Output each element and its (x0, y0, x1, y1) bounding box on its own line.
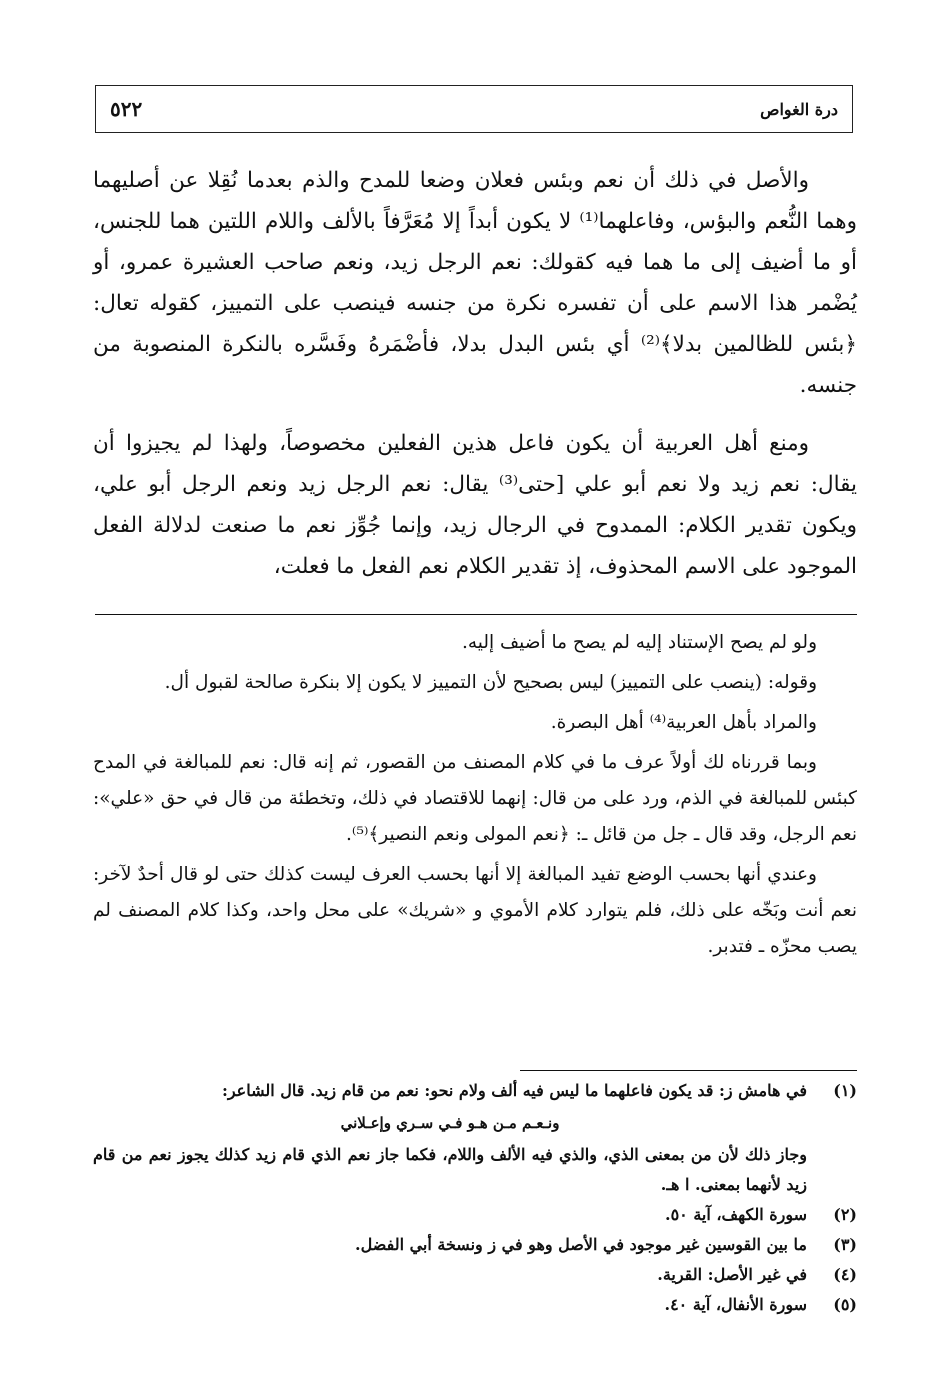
commentary-paragraph-1: ولو لم يصح الإستناد إليه لم يصح ما أضيف إليه. (461, 632, 817, 653)
footnote-marker: (٣) (833, 1235, 857, 1254)
footnote-4 (93, 1260, 857, 1290)
commentary-paragraph-5: وعندي أنها بحسب الوضع تفيد المبالغة إلا أنها بحسب العرف ليست كذلك حتى لو قال أحدٌ لآخر: نعم أنت وبَخّه على ذلك، فلم يتوارد كلام الأموي و «شريك» على محل واحد، وكذا كلام المصنف لم يصب محزّه ـ فتدبر. (93, 864, 857, 957)
footnote-2 (93, 1200, 857, 1230)
footnote-3 (93, 1230, 857, 1260)
footnote-text: ما بين القوسين غير موجود في الأصل وهو في ز ونسخة أبي الفضل. (355, 1235, 807, 1254)
footnote-text: في هامش ز: قد يكون فاعلهما ما ليس فيه ألف ولام نحو: نعم من قام زيد. قال الشاعر: (221, 1081, 807, 1100)
running-header (95, 85, 853, 133)
footnote-marker: (٥) (833, 1295, 857, 1314)
footnote-text: سورة الأنفال، آية ٤٠. (664, 1295, 807, 1314)
footnote-1 (93, 1076, 857, 1106)
footnote-divider (520, 1070, 857, 1071)
main-paragraph-2: ومنع أهل العربية أن يكون فاعل هذين الفعلين مخصوصاً، ولهذا لم يجيزوا أن يقال: نعم زيد ولا نعم أبو علي [حتى⁽³⁾ يقال: نعم الرجل زيد ونعم الرجل أبو علي، ويكون تقدير الكلام: الممدوح في الرجال زيد، وإنما جُوِّز نعم ما صنعت لدلالة الفعل الموجود على الاسم المحذوف، إذ تقدير الكلام نعم الفعل ما فعلت، (93, 431, 857, 579)
main-text (93, 160, 857, 604)
footnotes (93, 1076, 857, 1320)
commentary-paragraph-4: وبما قررناه لك أولاً عرف ما في كلام المصنف من القصور، ثم إنه قال: نعم للمبالغة في المدح كبئس للمبالغة في الذم، ورد على من قال: إنهما للاقتصاد في ذلك، وتخطئة من قال في حق «علي»: نعم الرجل، وقد قال ـ جل من قائل ـ: ﴿نعم المولى ونعم النصير﴾⁽⁵⁾. (93, 752, 857, 845)
main-divider (95, 614, 857, 615)
commentary-text (93, 625, 857, 969)
book-title: درة الغواص (760, 99, 838, 119)
footnote-marker: (١) (833, 1081, 857, 1100)
footnote-text: سورة الكهف، آية ٥٠. (665, 1205, 807, 1224)
footnote-verse: ونـعـم مـن هـو فـي سـري وإعـلاني (340, 1114, 560, 1132)
main-paragraph-1: والأصل في ذلك أن نعم وبئس فعلان وضعا للمدح والذم بعدما نُقِلا عن أصليهما وهما النُّعم والبؤس، وفاعلهما⁽¹⁾ لا يكون أبداً إلا مُعَرَّفاً بالألف واللام اللتين هما للجنس، أو ما أضيف إلى ما هما فيه كقولك: نعم الرجل زيد، ونعم صاحب العشيرة عمرو، أو يُضْمر هذا الاسم على أن تفسره نكرة من جنسه فينصب على التمييز، كقوله تعال: ﴿بئس للظالمين بدلا﴾⁽²⁾ أي بئس البدل بدلا، فأضْمَرهُ وفَسَّره بالنكرة المنصوبة من جنسه. (93, 168, 857, 398)
footnote-5 (93, 1290, 857, 1320)
page-number: ٥٢٢ (110, 97, 143, 121)
footnote-continuation: وجاز ذلك لأن من بمعنى الذي، والذي فيه الألف واللام، فكما جاز نعم الذي قام زيد كذلك يجوز نعم من قام زيد لأنهما بمعنى. ا هـ. (93, 1145, 807, 1194)
commentary-paragraph-2: وقوله: (ينصب على التمييز) ليس بصحيح لأن التمييز لا يكون إلا بنكرة صالحة لقبول أل. (164, 672, 817, 693)
commentary-paragraph-3: والمراد بأهل العربية⁽⁴⁾ أهل البصرة. (550, 712, 817, 733)
footnote-marker: (٢) (833, 1205, 857, 1224)
footnote-marker: (٤) (833, 1265, 857, 1284)
footnote-text: في غير الأصل: القرية. (657, 1265, 807, 1284)
